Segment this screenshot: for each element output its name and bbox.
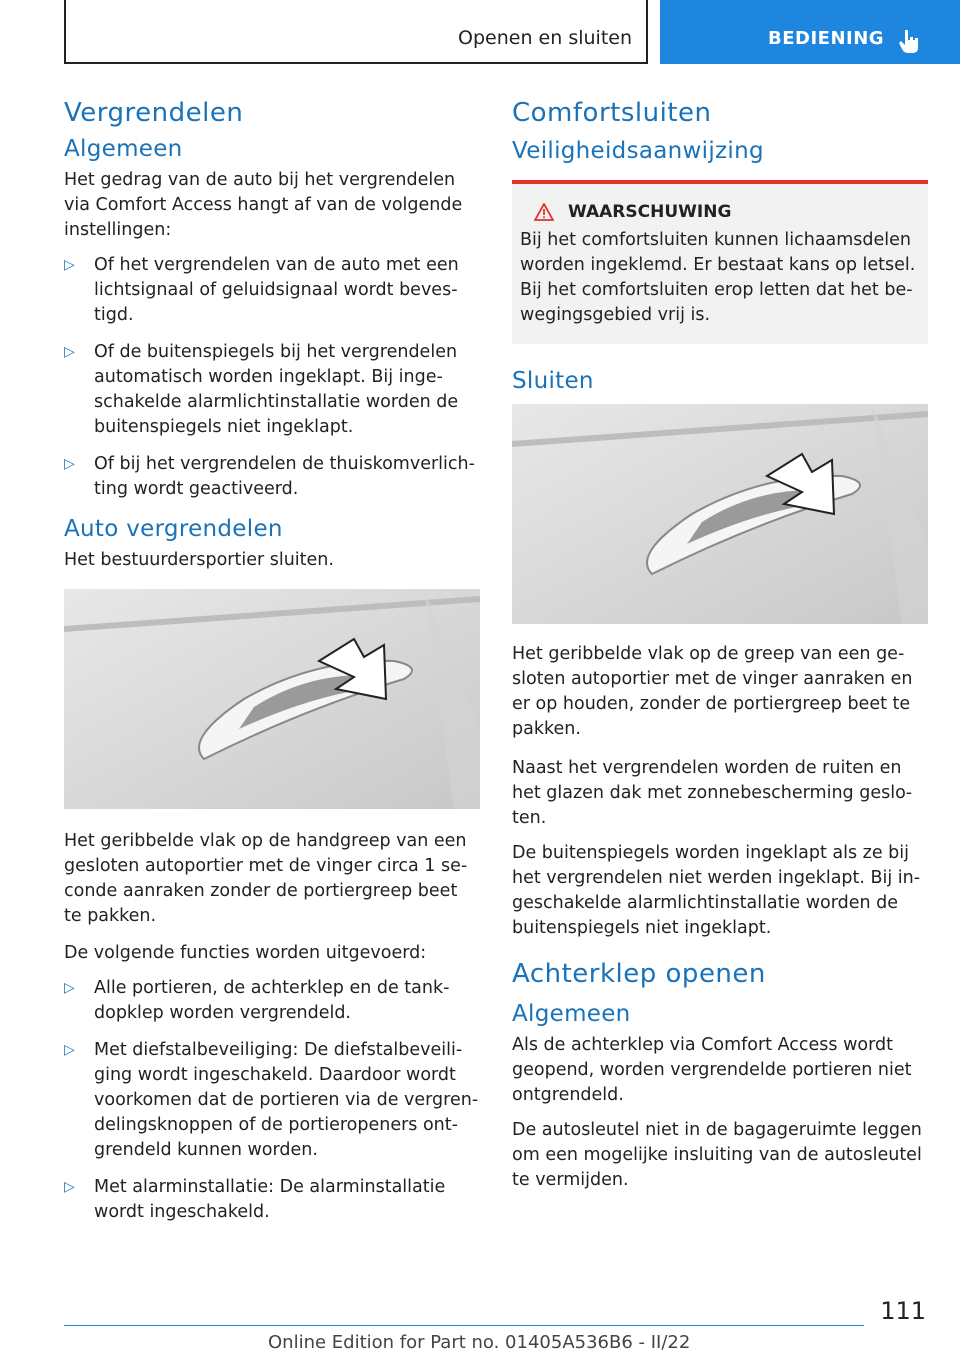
footer-edition: Online Edition for Part no. 01405A536B6 - II/22 [268,1332,691,1353]
door-handle-photo [64,589,480,809]
settings-list [64,253,480,502]
list-item: ▷ Alle portieren, de achterklep en de tankdopklep worden vergrendeld. [64,978,450,1023]
tailgate-paragraph-1: Als de achterklep via Comfort Access wordt geopend, worden vergrendelde portieren niet ontgrendeld. [512,1035,912,1105]
triangle-bullet-icon: ▷ [64,456,75,472]
heading-algemeen-2: Algemeen [512,1001,631,1027]
close-paragraph-2: Naast het vergrendelen worden de ruiten en het glazen dak met zonnebescherming gesloten. [512,758,913,828]
triangle-bullet-icon: ▷ [64,980,75,996]
header-chapter-tab[interactable] [660,0,960,64]
header-section-box [64,0,648,64]
page-number: 111 [880,1297,926,1325]
heading-veiligheid: Veiligheidsaanwijzing [512,138,764,164]
heading-achterklep-openen: Achterklep openen [512,959,766,989]
hand-pointer-icon [896,28,922,54]
list-item: ▷ Met alarminstallatie: De alarminstallatie wordt ingeschakeld. [64,1177,446,1222]
header-chapter-title: BEDIENING [768,28,885,49]
general-paragraph: Het gedrag van de auto bij het vergrendelen via Comfort Access hangt af van de volgende instellingen: [64,170,463,240]
heading-comfortsluiten: Comfortsluiten [512,98,712,128]
heading-sluiten: Sluiten [512,368,594,394]
list-item: ▷ Met diefstalbeveiliging: De diefstalbeveiliging wordt ingeschakeld. Daardoor wordt voorkomen dat de portieren via de vergrendelingsknoppen of de portieropeners ontgrendeld kunnen worden. [64,1040,479,1160]
list-item: ▷ Of de buitenspiegels bij het vergrendelen automatisch worden ingeklapt. Bij ingeschakelde alarmlichtinstallatie worden de buitenspiegels niet ingeklapt. [64,342,459,437]
triangle-bullet-icon: ▷ [64,1179,75,1195]
triangle-bullet-icon: ▷ [64,344,75,360]
warning-box [512,180,928,344]
heading-auto-vergrendelen: Auto vergrendelen [64,516,283,542]
list-item: ▷ Of bij het vergrendelen de thuiskomverlichting wordt geactiveerd. [64,454,475,499]
close-paragraph-1: Het geribbelde vlak op de greep van een gesloten autoportier met de vinger aanraken en er op houden, zonder de portiergreep beet te pakken. [512,644,913,739]
functions-intro: De volgende functies worden uitgevoerd: [64,943,427,963]
warning-triangle-icon [534,203,554,221]
warning-label: WAARSCHUWING [568,202,732,222]
auto-lock-paragraph: Het bestuurdersportier sluiten. [64,550,334,570]
heading-vergrendelen: Vergrendelen [64,98,244,128]
functions-list [64,976,480,1225]
warning-text: Bij het comfortsluiten kunnen lichaamsdelen worden ingeklemd. Er bestaat kans op letsel. Bij het comfortsluiten erop letten dat het bewegingsgebied vrij is. [520,230,916,325]
warning-title [520,202,920,222]
left-photo-caption: Het geribbelde vlak op de handgreep van een gesloten autoportier met de vinger circa 1 seconde aanraken zonder de portiergreep beet te pakken. [64,831,468,926]
list-item: ▷ Of het vergrendelen van de auto met een lichtsignaal of geluidsignaal wordt bevestigd. [64,255,459,325]
right-column [512,98,928,1203]
triangle-bullet-icon: ▷ [64,257,75,273]
header-section-title: Openen en sluiten [458,27,632,49]
heading-algemeen: Algemeen [64,136,183,162]
triangle-bullet-icon: ▷ [64,1042,75,1058]
tailgate-paragraph-2: De autosleutel niet in de bagageruimte leggen om een mogelijke insluiting van de autosleutel te vermijden. [512,1120,922,1190]
door-handle-photo [512,404,928,624]
footer-rule [64,1325,864,1326]
close-paragraph-3: De buitenspiegels worden ingeklapt als ze bij het vergrendelen niet werden ingeklapt. Bij ingeschakelde alarmlichtinstallatie worden de buitenspiegels niet ingeklapt. [512,843,921,938]
left-column [64,98,480,1237]
